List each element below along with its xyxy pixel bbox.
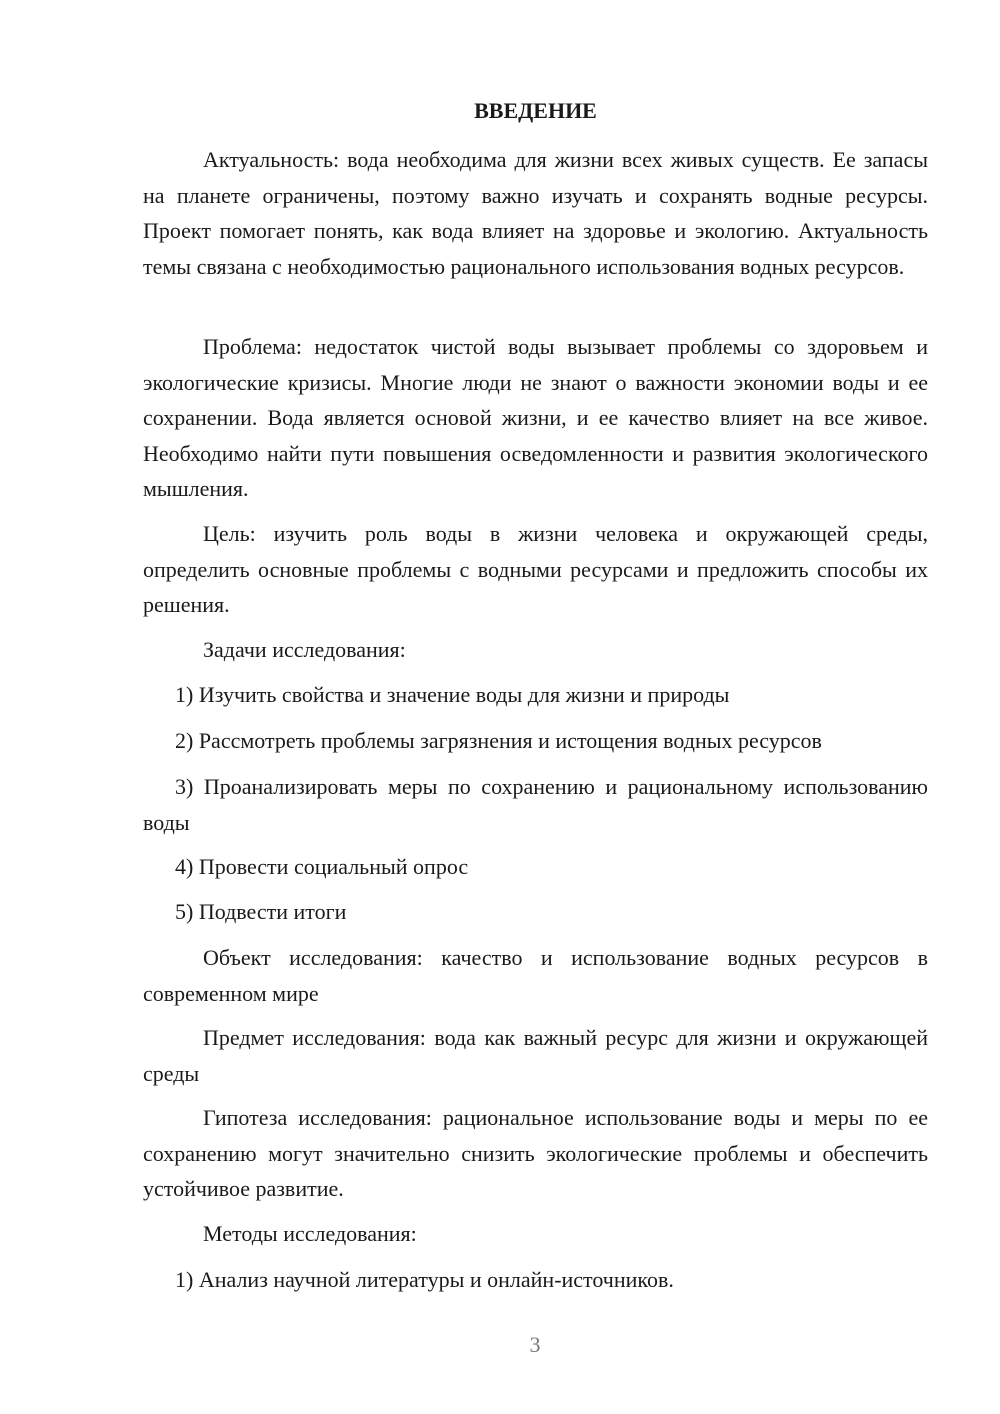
task-item-1: 1) Изучить свойства и значение воды для жизни и природы bbox=[175, 682, 730, 707]
task-item-4: 4) Провести социальный опрос bbox=[175, 854, 469, 879]
task-item-3: 3) Проанализировать меры по сохранению и рациональному использованию воды bbox=[143, 774, 928, 835]
goal-paragraph: Цель: изучить роль воды в жизни человека и окружающей среды, определить основные проблемы с водными ресурсами и предложить способы их решения. bbox=[143, 521, 928, 617]
relevance-paragraph: Актуальность: вода необходима для жизни всех живых существ. Ее запасы на планете ограничены, поэтому важно изучать и сохранять водные ресурсы. Проект помогает понять, как вода влияет на здоровье и экологию. Актуальность темы связана с необходимостью рационального использования водных ресурсов. bbox=[143, 147, 928, 279]
task-item-2: 2) Рассмотреть проблемы загрязнения и истощения водных ресурсов bbox=[175, 728, 822, 753]
page-title: ВВЕДЕНИЕ bbox=[474, 98, 597, 123]
page-number: 3 bbox=[529, 1332, 541, 1357]
method-item-1: 1) Анализ научной литературы и онлайн-источников. bbox=[175, 1267, 674, 1292]
subject-paragraph: Предмет исследования: вода как важный ресурс для жизни и окружающей среды bbox=[143, 1025, 928, 1086]
methods-heading: Методы исследования: bbox=[203, 1221, 417, 1246]
problem-paragraph: Проблема: недостаток чистой воды вызывает проблемы со здоровьем и экологические кризисы. Многие люди не знают о важности экономии воды и ее сохранении. Вода является основой жизни, и ее качество влияет на все живое. Необходимо найти пути повышения осведомленности и развития экологического мышления. bbox=[143, 334, 928, 501]
object-paragraph: Объект исследования: качество и использование водных ресурсов в современном мире bbox=[143, 945, 928, 1006]
tasks-heading: Задачи исследования: bbox=[203, 637, 406, 662]
task-item-5: 5) Подвести итоги bbox=[175, 899, 347, 924]
hypothesis-paragraph: Гипотеза исследования: рациональное использование воды и меры по ее сохранению могут значительно снизить экологические проблемы и обеспечить устойчивое развитие. bbox=[143, 1105, 928, 1201]
